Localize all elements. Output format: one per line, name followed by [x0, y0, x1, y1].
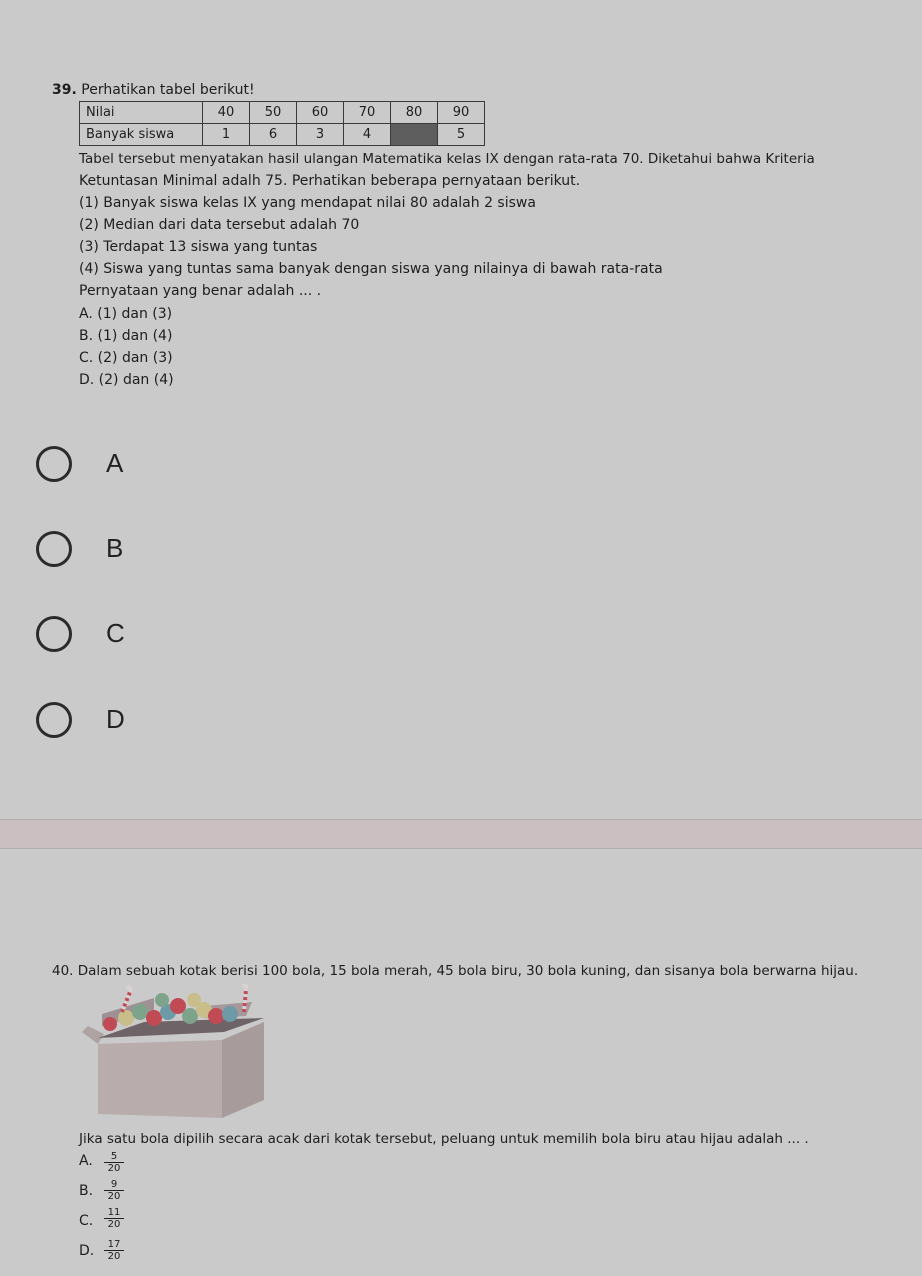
- q40-option-c-fraction: [104, 1207, 124, 1230]
- table-cell: 60: [297, 102, 344, 124]
- radio-button-b[interactable]: [36, 531, 72, 567]
- q39-statement-1: (1) Banyak siswa kelas IX yang mendapat nilai 80 adalah 2 siswa: [79, 195, 536, 211]
- q40-option-d-fraction: [104, 1239, 124, 1262]
- table-cell: 4: [344, 124, 391, 146]
- fraction-denominator: 20: [107, 1163, 121, 1174]
- q39-number: 39.: [52, 82, 77, 98]
- fraction-numerator: 5: [104, 1151, 124, 1163]
- table-cell-hidden: [391, 124, 438, 146]
- q39-option-c: C. (2) dan (3): [79, 350, 173, 366]
- q39-statement-3: (3) Terdapat 13 siswa yang tuntas: [79, 239, 318, 255]
- table-row-nilai: [80, 102, 485, 124]
- q39-prompt: Pernyataan yang benar adalah ... .: [79, 283, 322, 299]
- table-cell: 5: [438, 124, 485, 146]
- radio-button-d[interactable]: [36, 702, 72, 738]
- radio-button-a[interactable]: [36, 446, 72, 482]
- fraction-numerator: 11: [104, 1207, 124, 1219]
- table-row-label: Banyak siswa: [80, 124, 203, 146]
- answer-choice-a[interactable]: [36, 446, 336, 490]
- q39-table: [79, 101, 485, 146]
- fraction-denominator: 20: [107, 1191, 121, 1202]
- box-of-balls-illustration: [74, 982, 274, 1122]
- q40-option-a-fraction: [104, 1151, 124, 1174]
- answer-choice-c[interactable]: [36, 616, 336, 660]
- q39-option-a: A. (1) dan (3): [79, 306, 173, 322]
- table-cell: 50: [250, 102, 297, 124]
- q39-statement-2: (2) Median dari data tersebut adalah 70: [79, 217, 360, 233]
- answer-choice-b[interactable]: [36, 531, 336, 575]
- section-divider: [0, 819, 922, 849]
- q39-intro: Perhatikan tabel berikut!: [81, 82, 255, 98]
- table-cell: 40: [203, 102, 250, 124]
- q40-option-a-label: A.: [79, 1153, 93, 1169]
- q39-statement-4: (4) Siswa yang tuntas sama banyak dengan siswa yang nilainya di bawah rata-rata: [79, 261, 663, 277]
- table-cell: 80: [391, 102, 438, 124]
- q39-body-line2: Ketuntasan Minimal adalh 75. Perhatikan beberapa pernyataan berikut.: [79, 173, 581, 189]
- answer-choice-d[interactable]: [36, 702, 336, 746]
- table-row-label: Nilai: [80, 102, 203, 124]
- table-row-banyak-siswa: [80, 124, 485, 146]
- fraction-denominator: 20: [107, 1219, 121, 1230]
- fraction-numerator: 17: [104, 1239, 124, 1251]
- radio-button-c[interactable]: [36, 616, 72, 652]
- fraction-denominator: 20: [107, 1251, 121, 1262]
- answer-label-b: B: [106, 533, 124, 563]
- q40-option-d-label: D.: [79, 1243, 95, 1259]
- q40-option-b-fraction: [104, 1179, 124, 1202]
- table-cell: 3: [297, 124, 344, 146]
- q40-option-c-label: C.: [79, 1213, 94, 1229]
- q39-option-d: D. (2) dan (4): [79, 372, 174, 388]
- q40-option-b-label: B.: [79, 1183, 94, 1199]
- q40-text: 40. Dalam sebuah kotak berisi 100 bola, 15 bola merah, 45 bola biru, 30 bola kuning, dan sisanya bola berwarna hijau.: [52, 963, 859, 979]
- table-cell: 90: [438, 102, 485, 124]
- table-cell: 6: [250, 124, 297, 146]
- answer-label-d: D: [106, 704, 125, 734]
- q40-prompt: Jika satu bola dipilih secara acak dari kotak tersebut, peluang untuk memilih bola biru atau hijau adalah ... .: [79, 1131, 809, 1147]
- fraction-numerator: 9: [104, 1179, 124, 1191]
- answer-label-a: A: [106, 448, 124, 478]
- table-cell: 70: [344, 102, 391, 124]
- answer-label-c: C: [106, 618, 125, 648]
- q39-body-line1: Tabel tersebut menyatakan hasil ulangan Matematika kelas IX dengan rata-rata 70. Diketahui bahwa Kriteria: [79, 151, 815, 167]
- table-cell: 1: [203, 124, 250, 146]
- q39-header: [52, 79, 255, 101]
- q39-option-b: B. (1) dan (4): [79, 328, 173, 344]
